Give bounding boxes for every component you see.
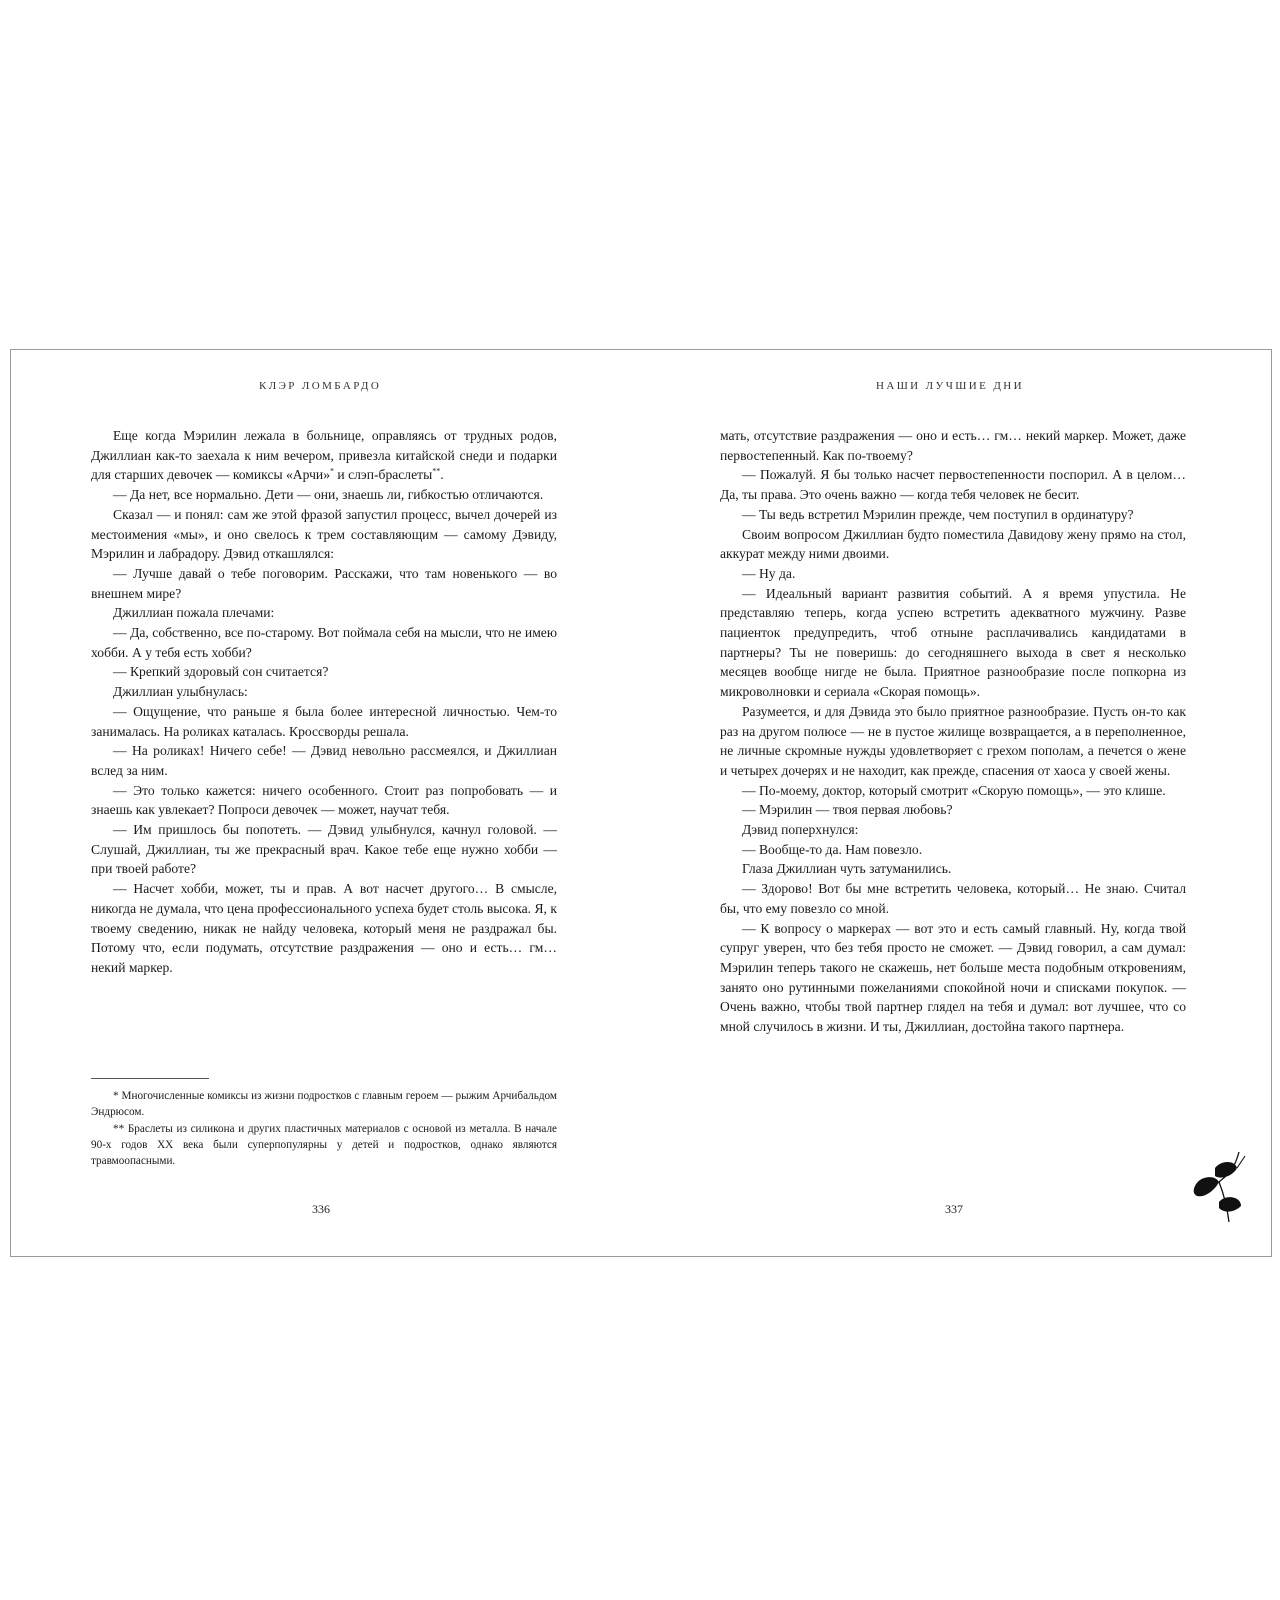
paragraph: — Ты ведь встретил Мэрилин прежде, чем поступил в ординатуру? xyxy=(742,506,1134,522)
left-page-text xyxy=(91,426,557,978)
page-number-right: 337 xyxy=(945,1202,963,1216)
paragraph: Глаза Джиллиан чуть затуманились. xyxy=(742,861,952,877)
paragraph: — Крепкий здоровый сон считается? xyxy=(113,664,329,680)
paragraph: — Ощущение, что раньше я была более интересной личностью. Чем-то занималась. На роликах каталась. Кроссворды решала. xyxy=(91,703,557,739)
paragraph: — Мэрилин — твоя первая любовь? xyxy=(742,802,953,818)
book-spread xyxy=(10,349,1272,1257)
paragraph: Джиллиан улыбнулась: xyxy=(113,684,248,700)
paragraph: Еще когда Мэрилин лежала в больнице, оправляясь от трудных родов, Джиллиан как-то заехала к ним вечером, привезла китайской снеди и подарки для старших девочек — комиксы «Арчи»* и слэп-браслеты**. xyxy=(91,428,557,483)
paragraph: — К вопросу о маркерах — вот это и есть самый главный. Ну, когда твой супруг уверен, что без тебя просто не сможет. — Дэвид говорил, а сам думал: Мэрилин теперь такого не скажешь, нет больше места подобным откровениям, занято оно рутинными пожеланиями спокойной ночи и списками покупок. — Очень важно, чтобы твой партнер глядел на тебя и думал: вот лучшее, что со мной случилось в жизни. И ты, Джиллиан, достойна такого партнера. xyxy=(720,920,1186,1035)
paragraph: — По-моему, доктор, который смотрит «Скорую помощь», — это клише. xyxy=(742,782,1166,798)
paragraph: — Вообще-то да. Нам повезло. xyxy=(742,841,923,857)
paragraph: — Им пришлось бы попотеть. — Дэвид улыбнулся, качнул головой. — Слушай, Джиллиан, ты же прекрасный врач. Какое тебе еще нужно хобби — при твоей работе? xyxy=(91,822,557,877)
paragraph: Джиллиан пожала плечами: xyxy=(113,605,275,621)
footnote-divider xyxy=(91,1078,209,1079)
footnote-ref: ** xyxy=(432,466,441,476)
page-number-left: 336 xyxy=(312,1202,330,1216)
paragraph: — Ну да. xyxy=(742,565,796,581)
continued-line: мать, отсутствие раздражения — оно и есть… гм… некий маркер. Может, даже первостепенный. Как по-твоему? xyxy=(720,428,1186,463)
paragraph: Своим вопросом Джиллиан будто поместила Давидову жену прямо на стол, аккурат между ними двоими. xyxy=(720,526,1186,562)
paragraph: — На роликах! Ничего себе! — Дэвид невольно рассмеялся, и Джиллиан вслед за ним. xyxy=(91,743,557,778)
right-page-text xyxy=(720,426,1186,1037)
paragraph: — Да нет, все нормально. Дети — они, знаешь ли, гибкостью отличаются. xyxy=(113,487,544,503)
paragraph: — Это только кажется: ничего особенного. Стоит раз попробовать — и знаешь как увлекает? Попроси девочек — может, научат тебя. xyxy=(91,782,557,818)
footnotes xyxy=(91,1088,557,1169)
footnote-ref: * xyxy=(330,466,334,476)
running-head-left: КЛЭР ЛОМБАРДО xyxy=(259,380,382,392)
ginkgo-leaves-icon xyxy=(1189,1146,1255,1226)
paragraph: Разумеется, и для Дэвида это было приятное разнообразие. Пусть он-то как раз на другом полюсе — не в пустое жилище возвращается, а в переполненное, не личные скромные нужды удовлетворяет с грехом пополам, а печется о жене и четырех дочерях и не находит, как прежде, спасения от хаоса у своей жены. xyxy=(720,703,1186,778)
running-head-right: НАШИ ЛУЧШИЕ ДНИ xyxy=(876,380,1024,392)
paragraph: — Лучше давай о тебе поговорим. Расскажи, что там новенького — во внешнем мире? xyxy=(91,565,557,601)
footnote: ** Браслеты из силикона и других пластичных материалов с основой из металла. В начале 90-х годов XX века были суперпопулярны у детей и подростков, однако являются травмоопасными. xyxy=(91,1122,557,1168)
paragraph: — Да, собственно, все по-старому. Вот поймала себя на мысли, что не имею хобби. А у тебя есть хобби? xyxy=(91,625,557,660)
paragraph: — Здорово! Вот бы мне встретить человека, который… Не знаю. Считал бы, что ему повезло со мной. xyxy=(720,881,1186,916)
paragraph: — Пожалуй. Я бы только насчет первостепенности поспорил. А в целом… Да, ты права. Это очень важно — когда тебя человек не бесит. xyxy=(720,467,1186,503)
paragraph: Сказал — и понял: сам же этой фразой запустил процесс, вычел дочерей из местоимения «мы», и оно свелось к трем составляющим — самому Дэвиду, Мэрилин и лабрадору. Дэвид откашлялся: xyxy=(91,506,557,562)
paragraph: — Насчет хобби, может, ты и прав. А вот насчет другого… В смысле, никогда не думала, что цена профессионального успеха будет столь высока. Я, к твоему сведению, никак не найду человека, который меня не раздражал бы. Потому что, если подумать, отсутствие раздражения — оно и есть… гм… некий маркер. xyxy=(91,881,557,975)
paragraph: — Идеальный вариант развития событий. А я время упустила. Не представляю теперь, когда успею встретить адекватного мужчину. Разве пациенток предупредить, чтоб отныне расплачивались кандидатами в партнеры? Ты не поверишь: до сегодняшнего выхода в свет я несколько месяцев вообще нигде не была. Приятное разнообразие после попкорна из микроволновки и сериала «Скорая помощь». xyxy=(720,585,1186,700)
footnote: * Многочисленные комиксы из жизни подростков с главным героем — рыжим Арчибальдом Эндрюсом. xyxy=(91,1090,557,1119)
paragraph: Дэвид поперхнулся: xyxy=(742,822,859,838)
